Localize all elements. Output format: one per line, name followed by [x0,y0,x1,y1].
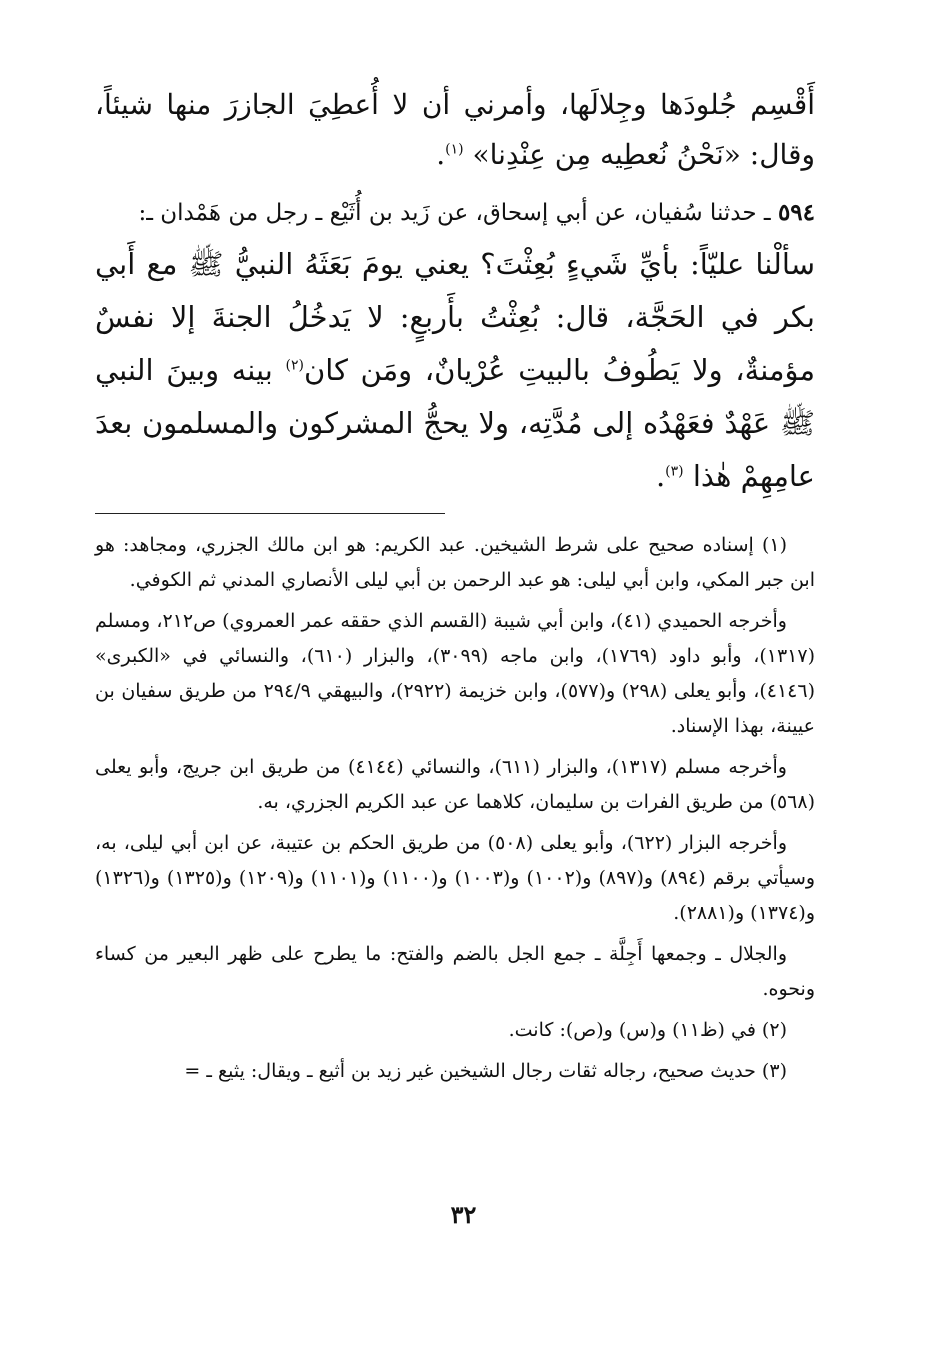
footnote-3: (٣) حديث صحيح، رجاله ثقات رجال الشيخين غير زيد بن أثيع ـ ويقال: يثيع ـ = [184,1060,787,1082]
page-number: ٣٢ [450,1200,477,1229]
hadith-intro [95,194,815,232]
footnote-1: (١) إسناده صحيح على شرط الشيخين. عبد الكريم: هو ابن مالك الجزري، ومجاهد: هو ابن جبر المكي، وابن أبي ليلى: هو عبد الرحمن بن أبي ليلى الأنصاري المدني ثم الكوفي. [95,534,815,591]
footnote-ref-2[interactable]: (٢) [285,357,304,374]
hadith-number: ٥٩٤ [777,199,815,226]
continuation-text: أَقْسِم جُلودَها وجِلالَها، وأمرني أن لا أُعطِيَ الجازرَ منها شيئاً، وقال: «نَحْنُ نُعطِيه مِن عِنْدِنا» [95,88,815,171]
footnote-1-takhrij-c: وأخرجه البزار (٦٢٢)، وأبو يعلى (٥٠٨) من طريق الحكم بن عتيبة، عن ابن أبي ليلى، به، وسيأتي برقم (٨٩٤) و(٨٩٧) و(١٠٠٢) و(١٠٠٣) و(١١٠٠) و(١١٠١) و(١٢٠٩) و(١٣٢٥) و(١٣٢٦) و(١٣٧٤) و(٢٨٨١). [95,832,816,924]
footnote-2: (٢) في (ظ١١) و(س) و(ص): كانت. [508,1019,787,1041]
footnotes [95,528,815,1089]
main-paragraph-continuation [95,80,815,180]
hadith-matn-b: بينه وبينَ النبي ﷺ عَهْدٌ فعَهْدُه إلى مُدَّتِه، ولا يحجُّ المشركون والمسلمون بعدَ عامِهِمْ هٰذا [95,353,815,493]
page [95,80,815,1095]
footnote-divider [95,513,445,514]
period: . [436,138,446,171]
footnote-1-gloss: والجلال ـ وجمعها أَجِلَّة ـ جمع الجل بالضم والفتح: ما يطرح على ظهر البعير من كساء ونحوه. [95,943,815,1000]
hadith-isnad: ـ حدثنا سُفيان، عن أبي إسحاق، عن زَيد بن أُثَيْع ـ رجل من هَمْدان ـ: [138,200,778,226]
footnote-1-takhrij-a: وأخرجه الحميدي (٤١)، وابن أبي شيبة (القسم الذي حققه عمر العمروي) ص٢١٢، ومسلم (١٣١٧)، وأبو داود (١٧٦٩)، وابن ماجه (٣٠٩٩)، والبزار (٦١٠)، والنسائي في «الكبرى» (٤١٤٦)، وأبو يعلى (٢٩٨) و(٥٧٧)، وابن خزيمة (٢٩٢٢)، والبيهقي ٢٩٤/٩ من طريق سفيان بن عيينة، بهذا الإسناد. [95,610,816,737]
main-text [95,80,815,503]
footnote-ref-3[interactable]: (٣) [665,463,684,480]
footnote-ref-1[interactable]: (١) [445,141,464,158]
period: . [655,459,666,493]
hadith-body [95,238,815,503]
hadith-matn-a: سألْنا عليّاً: بأيِّ شَيءٍ بُعِثْتَ؟ يعني يومَ بَعَثَهُ النبيُّ ﷺ مع أَبي بكر في الحَجَّة، قال: بُعِثْتُ بأَربعٍ: لا يَدخُلُ الجنةَ إلا نفسٌ مؤمنةٌ، ولا يَطُوفُ بالبيتِ عُرْيانٌ، ومَن كان [95,247,815,387]
footnote-1-takhrij-b: وأخرجه مسلم (١٣١٧)، والبزار (٦١١)، والنسائي (٤١٤٤) من طريق ابن جريج، وأبو يعلى (٥٦٨) من طريق الفرات بن سليمان، كلاهما عن عبد الكريم الجزري، به. [95,756,815,813]
